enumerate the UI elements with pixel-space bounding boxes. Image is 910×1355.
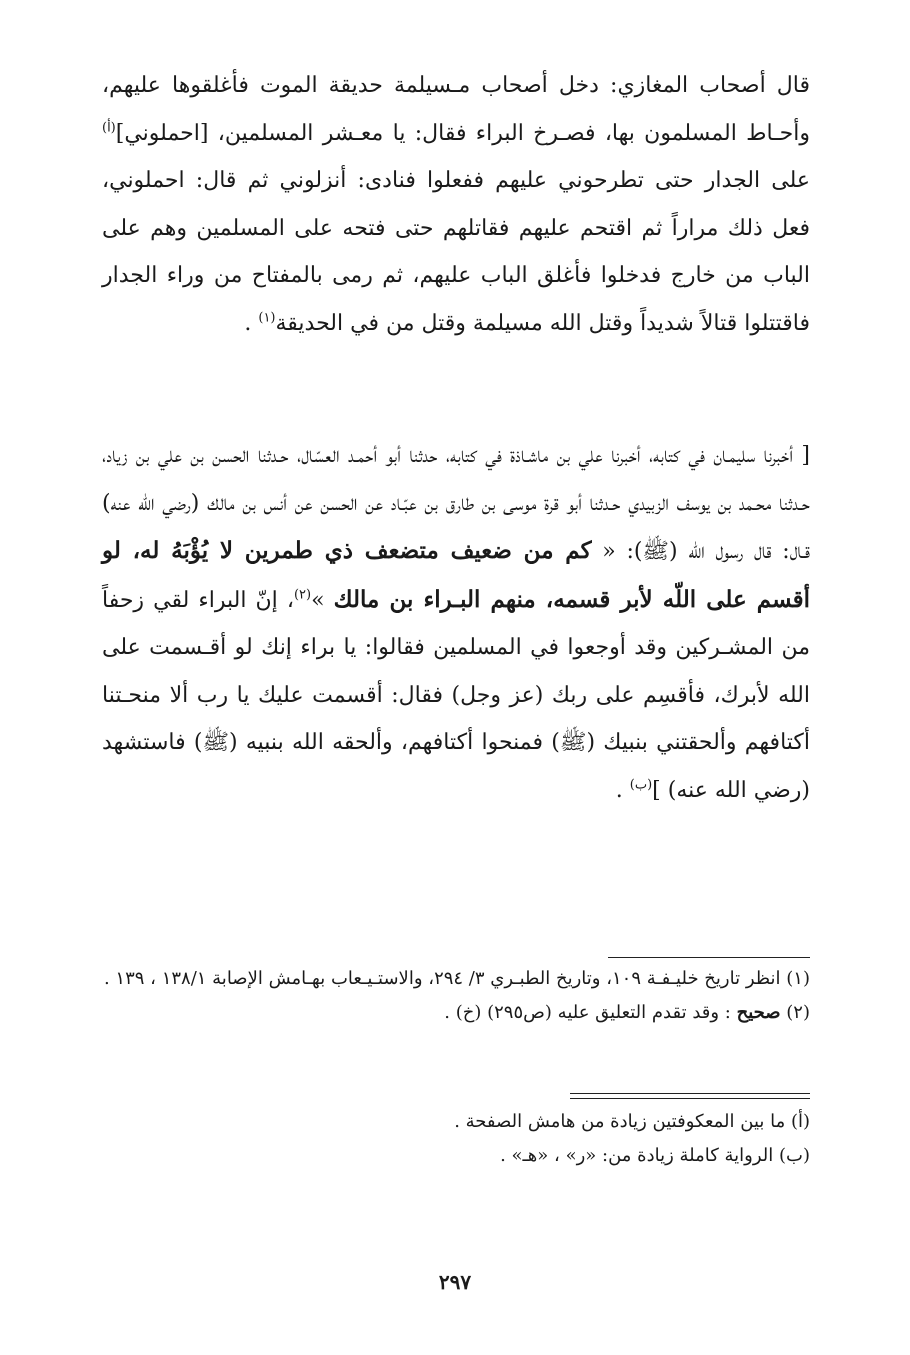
editor-notes (100, 1105, 810, 1173)
editor-note-b: (ب) الرواية كاملة زيادة من: «ر» ، «هـ» . (500, 1145, 810, 1166)
page-number: ٢٩٧ (438, 1270, 472, 1294)
paragraph-hadith-narration (102, 432, 810, 814)
footnote-marker-2: (٢) (293, 587, 312, 603)
editor-notes-divider-top (570, 1093, 810, 1094)
editor-note-a: (أ) ما بين المعكوفتين زيادة من هامش الصفحة . (454, 1111, 810, 1132)
paragraph2-text-a: [ أخبرنا سليمـان في كتابه، أخبرنا علي بن ماشـاذة في كتابه، حدثنا أبو أحمـد العسّال، حـدثنا الحسن بن علي بن زياد، حـدثنا محـمد بن يوسف الزبيدي حـدثنا أبو قرة موسى بن طارق بن عبّـاد عن الحسن عن أنس بن مالك (رضي الله عنه) قـال: قال رسول الله (ﷺ): « (102, 443, 810, 564)
footnote-2-text: : وقد تقدم التعليق عليه (ص٢٩٥) (خ) . (444, 1002, 737, 1023)
paragraph1-text-b: على الجدار حتى تطرحوني عليهم ففعلوا فنادى: أنزلوني ثم قال: احملوني، فعل ذلك مراراً ثم اقتحم عليهم فقاتلهم حتى فتحه على المسلمين وهم على الباب من خارج فدخلوا فأغلق الباب عليهم، ثم رمى بالمفتاح من وراء الجدار فاقتتلوا قتالاً شديداً وقتل الله مسيلمة وقتل من في الحديقة (102, 168, 810, 336)
paragraph1-text-c: . (244, 310, 259, 336)
footnotes (100, 962, 810, 1030)
paragraph2-text-b: » (311, 587, 334, 613)
paragraph1-text-a: قال أصحاب المغازي: دخل أصحاب مـسيلمة حديقة الموت فأغلقوها عليهم، وأحـاط المسلمون بها، فصـرخ البراء فقال: يا معـشر المسلمين، [احملوني] (102, 73, 810, 146)
footnote-2-label: (٢) (780, 1002, 810, 1023)
hadith-quote: كم من ضعيف متضعف ذي طمرين لا يُؤْبَهُ له، لو أقسم على اللّه لأبر قسمه، منهم البـراء بن مالك (102, 537, 811, 613)
footnote-1: (١) انظر تاريخ خليـفـة ١٠٩، وتاريخ الطبـري ٣/ ٢٩٤، والاستـيـعاب بهـامش الإصابة ١٣٨/١ ، ١٣٩ . (103, 968, 810, 989)
footnote-divider (608, 957, 810, 958)
footnote-2-grade: صحيح (736, 1002, 781, 1023)
paragraph2-text-d: . (615, 777, 630, 803)
editor-note-marker-a: (أ) (102, 120, 116, 136)
paragraph-battle-of-garden (102, 62, 810, 347)
editor-note-marker-b: (ب) (629, 777, 653, 793)
footnote-marker-1: (١) (258, 310, 276, 326)
footnote-2 (100, 996, 810, 1030)
editor-notes-divider-bottom (570, 1098, 810, 1099)
paragraph2-text-c: ، إنّ البراء لقي زحفاً من المشـركين وقد أوجعوا في المسلمين فقالوا: يا براء إنك لو أقـسمت على الله لأبرك، فأقسِم على ربك (عز وجل) فقال: أقسمت عليك يا رب ألا منحـتنا أكتافهم وألحقتني بنبيك (ﷺ) فمنحوا أكتافهم، وألحقه الله بنبيه (ﷺ) فاستشهد (رضي الله عنه) ] (102, 587, 810, 803)
